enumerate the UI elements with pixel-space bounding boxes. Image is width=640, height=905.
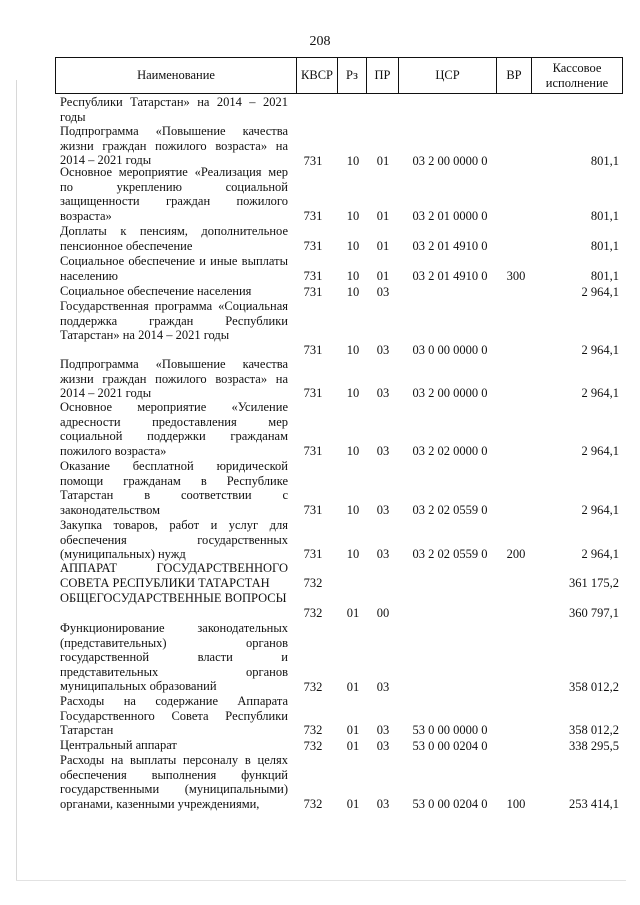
row-rz: 01: [346, 796, 360, 811]
row-csr: 53 0 00 0204 0: [412, 796, 488, 811]
row-name: Закупка товаров, работ и услуг для обеспечения государственных (муниципальных) нужд: [60, 518, 288, 561]
row-name: Основное мероприятие «Усиление адресности предоставления мер социальной поддержки гражданам пожилого возраста»: [60, 400, 288, 458]
row-amount: 2 964,1: [581, 342, 619, 357]
header-vr: ВР: [497, 58, 532, 93]
row-amount: 360 797,1: [569, 605, 619, 620]
row-name: Социальное обеспечение и иные выплаты населению: [60, 254, 288, 283]
table-row: [0, 738, 640, 753]
row-csr: 03 2 01 4910 0: [412, 238, 488, 253]
row-name: Расходы на выплаты персоналу в целях обеспечения выполнения функций государственными (муниципальными) органами, казенными учреждениями,: [60, 753, 288, 811]
row-rz: 10: [346, 342, 360, 357]
row-kvsr: 732: [303, 738, 323, 753]
row-amount: 801,1: [590, 153, 619, 168]
header-amount: Кассовое исполнение: [545, 60, 609, 90]
row-rz: 01: [346, 722, 360, 737]
row-rz: 10: [346, 268, 360, 283]
row-amount: 361 175,2: [569, 575, 619, 590]
row-kvsr: 732: [303, 722, 323, 737]
row-csr: 03 2 00 0000 0: [412, 385, 488, 400]
table-row: [0, 299, 640, 357]
row-vr: 100: [506, 796, 526, 811]
row-kvsr: 731: [303, 268, 323, 283]
row-name: Оказание бесплатной юридической помощи гражданам в Республике Татарстан в соответствии с законодательством: [60, 459, 288, 517]
table-row: [0, 561, 640, 590]
table-row: [0, 165, 640, 223]
row-csr: 03 0 00 0000 0: [412, 342, 488, 357]
row-amount: 253 414,1: [569, 796, 619, 811]
row-pr: 03: [376, 502, 390, 517]
row-name: Основное мероприятие «Реализация мер по укреплению социальной защищенности граждан пожилого возраста»: [60, 165, 288, 223]
row-kvsr: 732: [303, 679, 323, 694]
row-pr: 00: [376, 605, 390, 620]
table-row: [0, 254, 640, 283]
table-row: [0, 400, 640, 458]
row-csr: 53 0 00 0000 0: [412, 722, 488, 737]
row-pr: 01: [376, 238, 390, 253]
table-row: [0, 95, 640, 125]
table-row: [0, 284, 640, 299]
row-csr: 03 2 02 0559 0: [412, 502, 488, 517]
row-rz: 10: [346, 208, 360, 223]
row-csr: 03 2 01 4910 0: [412, 268, 488, 283]
row-pr: 01: [376, 153, 390, 168]
row-pr: 03: [376, 546, 390, 561]
row-pr: 03: [376, 679, 390, 694]
row-kvsr: 732: [303, 605, 323, 620]
row-name: АППАРАТ ГОСУДАРСТВЕННОГО СОВЕТА РЕСПУБЛИКИ ТАТАРСТАН: [60, 561, 288, 590]
row-kvsr: 732: [303, 575, 323, 590]
row-amount: 2 964,1: [581, 284, 619, 299]
row-kvsr: 732: [303, 796, 323, 811]
row-pr: 03: [376, 342, 390, 357]
row-csr: 03 2 02 0000 0: [412, 443, 488, 458]
row-amount: 358 012,2: [569, 679, 619, 694]
row-name: Расходы на содержание Аппарата Государственного Совета Республики Татарстан: [60, 694, 288, 737]
row-csr: 03 2 00 0000 0: [412, 153, 488, 168]
table-row: [0, 694, 640, 737]
row-kvsr: 731: [303, 284, 323, 299]
table-row: [0, 621, 640, 694]
row-amount: 2 964,1: [581, 502, 619, 517]
row-pr: 03: [376, 796, 390, 811]
row-csr: 03 2 02 0559 0: [412, 546, 488, 561]
row-amount: 801,1: [590, 268, 619, 283]
row-amount: 2 964,1: [581, 385, 619, 400]
row-amount: 2 964,1: [581, 546, 619, 561]
table-row: [0, 124, 640, 168]
row-rz: 10: [346, 153, 360, 168]
header-pr: ПР: [367, 58, 399, 93]
header-rz: Рз: [338, 58, 367, 93]
table-row: [0, 591, 640, 620]
row-rz: 10: [346, 238, 360, 253]
row-vr: 200: [506, 546, 526, 561]
row-amount: 358 012,2: [569, 722, 619, 737]
table-row: [0, 357, 640, 400]
header-name: Наименование: [56, 58, 297, 93]
row-kvsr: 731: [303, 385, 323, 400]
row-name: Государственная программа «Социальная поддержка граждан Республики Татарстан» на 2014 – 2021 годы: [60, 299, 288, 342]
row-amount: 338 295,5: [569, 738, 619, 753]
row-pr: 03: [376, 722, 390, 737]
row-kvsr: 731: [303, 208, 323, 223]
row-rz: 01: [346, 605, 360, 620]
row-csr: 03 2 01 0000 0: [412, 208, 488, 223]
row-pr: 01: [376, 268, 390, 283]
row-name: Подпрограмма «Повышение качества жизни граждан пожилого возраста» на 2014 – 2021 годы: [60, 357, 288, 400]
row-name: Центральный аппарат: [60, 738, 177, 752]
row-rz: 10: [346, 385, 360, 400]
row-pr: 03: [376, 385, 390, 400]
header-kvsr: КВСР: [297, 58, 338, 93]
table-row: [0, 518, 640, 561]
row-amount: 2 964,1: [581, 443, 619, 458]
row-rz: 10: [346, 546, 360, 561]
row-name: Доплаты к пенсиям, дополнительное пенсионное обеспечение: [60, 224, 288, 253]
row-name: Подпрограмма «Повышение качества жизни граждан пожилого возраста» на 2014 – 2021 годы: [60, 124, 288, 167]
table-row: [0, 224, 640, 253]
table-row: [0, 459, 640, 517]
row-kvsr: 731: [303, 342, 323, 357]
row-name: ОБЩЕГОСУДАРСТВЕННЫЕ ВОПРОСЫ: [60, 591, 287, 605]
row-name: Республики Татарстан» на 2014 – 2021 годы: [60, 95, 288, 124]
header-csr: ЦСР: [399, 58, 497, 93]
row-kvsr: 731: [303, 238, 323, 253]
row-kvsr: 731: [303, 443, 323, 458]
row-name: Функционирование законодательных (представительных) органов государственной власти и представительных органов муниципальных образований: [60, 621, 288, 693]
row-name: Социальное обеспечение населения: [60, 284, 252, 298]
row-csr: 53 0 00 0204 0: [412, 738, 488, 753]
row-kvsr: 731: [303, 153, 323, 168]
row-rz: 10: [346, 284, 360, 299]
table-row: [0, 753, 640, 811]
row-vr: 300: [506, 268, 526, 283]
row-kvsr: 731: [303, 502, 323, 517]
row-rz: 01: [346, 738, 360, 753]
row-amount: 801,1: [590, 208, 619, 223]
row-pr: 03: [376, 738, 390, 753]
page-number: 208: [309, 34, 331, 49]
row-kvsr: 731: [303, 546, 323, 561]
row-amount: 801,1: [590, 238, 619, 253]
row-pr: 01: [376, 208, 390, 223]
row-rz: 10: [346, 443, 360, 458]
row-pr: 03: [376, 443, 390, 458]
row-rz: 01: [346, 679, 360, 694]
row-pr: 03: [376, 284, 390, 299]
row-rz: 10: [346, 502, 360, 517]
